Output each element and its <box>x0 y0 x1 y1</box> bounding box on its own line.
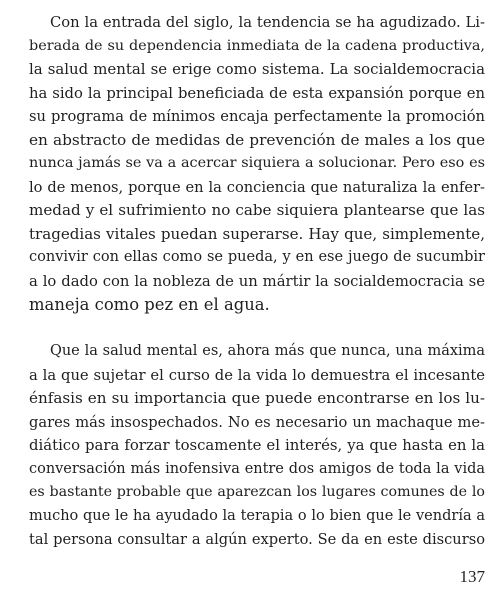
text-line: a la que sujetar el curso de la vida lo demuestra el incesante <box>29 366 485 384</box>
text-line: convivir con ellas como se pueda, y en ese juego de sucumbir <box>29 249 485 265</box>
text-line: la salud mental se erige como sistema. La socialdemocracia <box>29 60 485 78</box>
text-line: conversación más inofensiva entre dos amigos de toda la vida <box>29 460 485 477</box>
text-line: es bastante probable que aparezcan los lugares comunes de lo <box>29 484 485 500</box>
text-line: berada de su dependencia inmediata de la cadena productiva, <box>29 37 485 54</box>
text-line: medad y el sufrimiento no cabe siquiera plantearse que las <box>29 201 485 219</box>
text-line: Que la salud mental es, ahora más que nunca, una máxima <box>50 343 485 359</box>
paragraph-2 <box>29 340 485 552</box>
text-line: énfasis en su importancia que puede encontrarse en los lu- <box>29 389 485 407</box>
text-line: diático para forzar toscamente el interés, ya que hasta en la <box>29 436 485 454</box>
text-line: a lo dado con la nobleza de un mártir la socialdemocracia se <box>29 272 485 290</box>
text-line: mucho que le ha ayudado la terapia o lo bien que le vendría a <box>29 507 485 524</box>
text-line: maneja como pez en el agua. <box>29 295 270 314</box>
text-line: tragedias vitales puedan superarse. Hay que, simplemente, <box>29 224 485 243</box>
book-page <box>29 11 485 552</box>
text-line: ha sido la principal beneficiada de esta expansión porque en <box>29 84 485 102</box>
paragraph-1 <box>29 11 485 317</box>
page-number: 137 <box>459 567 485 586</box>
text-line: lo de menos, porque en la conciencia que naturaliza la enfer- <box>29 178 485 196</box>
text-line: gares más insospechados. No es necesario un machaque me- <box>29 413 485 431</box>
text-line: en abstracto de medidas de prevención de males a los que <box>29 130 485 149</box>
text-line: nunca jamás se va a acercar siquiera a solucionar. Pero eso es <box>29 155 485 171</box>
text-line: tal persona consultar a algún experto. Se da en este discurso <box>29 531 485 548</box>
text-line: su programa de mínimos encaja perfectamente la promoción <box>29 108 485 125</box>
text-line: Con la entrada del siglo, la tendencia se ha agudizado. Li- <box>50 14 485 31</box>
